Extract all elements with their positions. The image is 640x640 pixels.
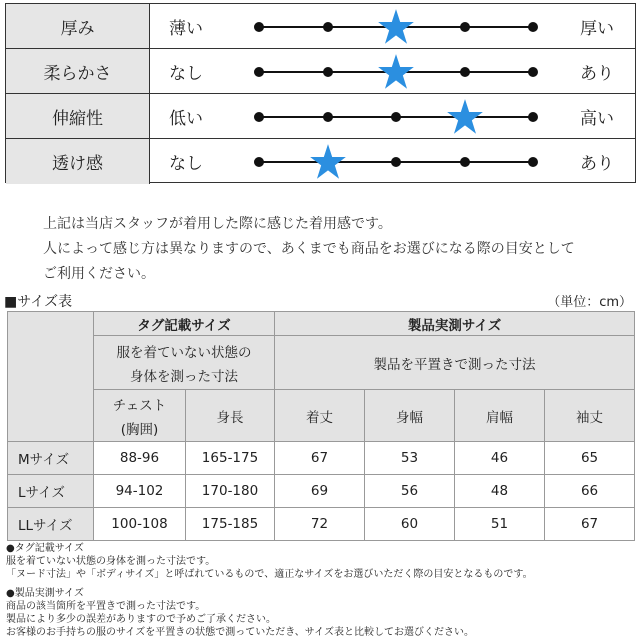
col-chest-label: チェスト — [112, 397, 167, 414]
shoulder-value: 51 — [455, 508, 545, 541]
level-star-icon — [309, 143, 347, 181]
note-line-1: 上記は当店スタッフが着用した際に感じた着用感です。 — [43, 216, 392, 232]
table-row — [8, 442, 635, 475]
tag-desc-line: 身体を測った寸法 — [130, 368, 238, 385]
height-value: 170-180 — [186, 475, 275, 508]
scale-low-label: 低い — [169, 108, 203, 129]
unit-label: （単位：cm） — [547, 295, 632, 310]
scale-dot — [254, 112, 264, 122]
scale-name: 柔らかさ — [6, 49, 150, 93]
scale-high-label: あり — [580, 154, 614, 174]
scale-low-label: 薄い — [169, 18, 203, 39]
length-value: 69 — [275, 475, 365, 508]
scale-dot — [528, 67, 538, 77]
scale-name: 厚み — [6, 4, 150, 48]
width-value: 56 — [365, 475, 455, 508]
footnote-tag-line: 「ヌード寸法」や「ボディサイズ」と呼ばれているもので、適正なサイズをお選びいただく際の目安となるものです。 — [6, 569, 533, 580]
size-label: Lサイズ — [8, 475, 94, 508]
scale-low-label: なし — [169, 63, 203, 84]
scale-dot — [323, 22, 333, 32]
scale-dot — [323, 112, 333, 122]
col-height: 身長 — [186, 390, 275, 442]
scale-low-label: なし — [169, 154, 203, 174]
height-value: 165-175 — [186, 442, 275, 475]
tag-desc-line: 服を着ていない状態の — [116, 344, 252, 361]
scale-high-label: 厚い — [580, 18, 614, 39]
table-row — [8, 508, 635, 541]
scale-dot — [254, 22, 264, 32]
height-value: 175-185 — [186, 508, 275, 541]
sleeve-value: 66 — [545, 475, 635, 508]
level-star-icon — [446, 98, 484, 136]
footnote-actual-line: お客様のお手持ちの服のサイズを平置きの状態で測っていただき、サイズ表と比較してお選びください。 — [6, 627, 474, 638]
sleeve-value: 65 — [545, 442, 635, 475]
width-value: 60 — [365, 508, 455, 541]
actual-size-header: 製品実測サイズ — [275, 312, 635, 336]
length-value: 67 — [275, 442, 365, 475]
footnote-actual-line: 商品の該当箇所を平置きで測った寸法です。 — [6, 601, 206, 612]
tag-size-header: タグ記載サイズ — [94, 312, 275, 336]
scale-high-label: 高い — [580, 108, 614, 129]
scale-row-thickness — [6, 4, 635, 49]
level-star-icon — [377, 53, 415, 91]
shoulder-value: 46 — [455, 442, 545, 475]
col-chest — [94, 390, 186, 442]
col-width: 身幅 — [365, 390, 455, 442]
chest-value: 88-96 — [94, 442, 186, 475]
actual-size-description: 製品を平置きで測った寸法 — [275, 336, 635, 390]
scale-dot — [528, 22, 538, 32]
col-chest-sub: (胸囲) — [120, 421, 159, 438]
size-label: LLサイズ — [8, 508, 94, 541]
feel-scale-table — [5, 3, 636, 183]
corner-cell — [8, 312, 94, 442]
footnote-tag-line: 服を着ていない状態の身体を測った寸法です。 — [6, 556, 216, 567]
scale-dot — [254, 67, 264, 77]
scale-dot — [460, 157, 470, 167]
scale-name: 伸縮性 — [6, 94, 150, 138]
scale-dot — [254, 157, 264, 167]
tag-size-description — [94, 336, 275, 390]
scale-dot — [528, 112, 538, 122]
note-line-2: 人によって感じ方は異なりますので、あくまでも商品をお選びになる際の目安として — [43, 241, 575, 257]
col-length: 着丈 — [275, 390, 365, 442]
footnote-tag-title: ●タグ記載サイズ — [6, 543, 84, 554]
scale-dot — [391, 112, 401, 122]
note-line-3: ご利用ください。 — [43, 266, 155, 282]
col-shoulder: 肩幅 — [455, 390, 545, 442]
size-table-heading: ■サイズ表 — [4, 294, 73, 310]
footnote-actual-line: 製品により多少の誤差がありますので予めご了承ください。 — [6, 614, 276, 625]
scale-row-sheerness — [6, 139, 635, 184]
scale-name: 透け感 — [6, 139, 150, 184]
length-value: 72 — [275, 508, 365, 541]
sleeve-value: 67 — [545, 508, 635, 541]
scale-dot — [323, 67, 333, 77]
chest-value: 94-102 — [94, 475, 186, 508]
scale-high-label: あり — [580, 63, 614, 84]
table-row — [8, 475, 635, 508]
scale-dot — [460, 67, 470, 77]
shoulder-value: 48 — [455, 475, 545, 508]
level-star-icon — [377, 8, 415, 46]
scale-row-softness — [6, 49, 635, 94]
scale-row-stretch — [6, 94, 635, 139]
chest-value: 100-108 — [94, 508, 186, 541]
size-table — [7, 311, 635, 541]
scale-dot — [460, 22, 470, 32]
scale-dot — [528, 157, 538, 167]
width-value: 53 — [365, 442, 455, 475]
footnote-actual-title: ●製品実測サイズ — [6, 588, 84, 599]
size-label: Mサイズ — [8, 442, 94, 475]
col-sleeve: 袖丈 — [545, 390, 635, 442]
scale-dot — [391, 157, 401, 167]
